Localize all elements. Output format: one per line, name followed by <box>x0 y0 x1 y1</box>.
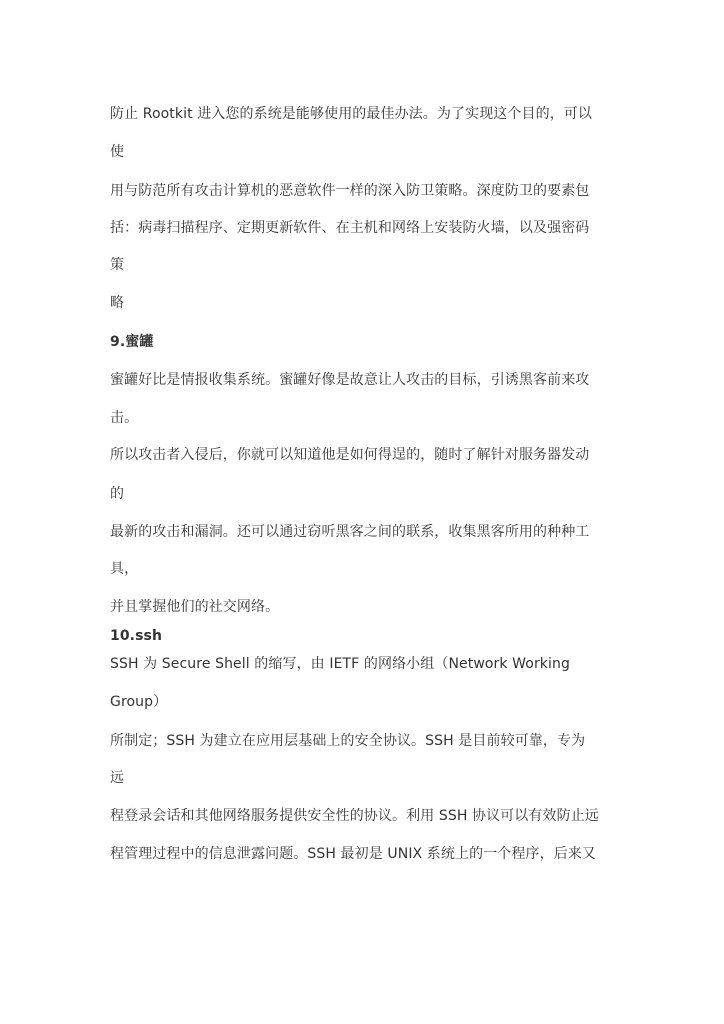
paragraph-line: 程登录会话和其他网络服务提供安全性的协议。利用 SSH 协议可以有效防止远 <box>110 808 599 824</box>
section-heading-ssh: 10.ssh <box>110 628 163 644</box>
paragraph-line: 最新的攻击和漏洞。还可以通过窃听黑客之间的联系，收集黑客所用的种种工 <box>110 524 590 540</box>
paragraph-line: 用与防范所有攻击计算机的恶意软件一样的深入防卫策略。深度防卫的要素包 <box>110 183 590 199</box>
paragraph-line: 策 <box>110 257 125 273</box>
paragraph-line: 略 <box>110 295 125 311</box>
paragraph-line: 防止 Rootkit 进入您的系统是能够使用的最佳办法。为了实现这个目的，可以 <box>110 106 593 122</box>
paragraph-line: 所以攻击者入侵后，你就可以知道他是如何得逞的，随时了解针对服务器发动 <box>110 447 590 463</box>
paragraph-line: 程管理过程中的信息泄露问题。SSH 最初是 UNIX 系统上的一个程序，后来又 <box>110 846 596 862</box>
paragraph-line: 远 <box>110 770 125 786</box>
paragraph-line: 使 <box>110 144 125 160</box>
paragraph-line: 并且掌握他们的社交网络。 <box>110 599 280 615</box>
paragraph-line: 具， <box>110 561 139 577</box>
paragraph-line: 所制定；SSH 为建立在应用层基础上的安全协议。SSH 是目前较可靠，专为 <box>110 733 586 749</box>
paragraph-line: Group） <box>110 694 168 710</box>
section-heading-honeypot: 9.蜜罐 <box>110 334 154 350</box>
paragraph-line: 蜜罐好比是情报收集系统。蜜罐好像是故意让人攻击的目标，引诱黑客前来攻 <box>110 372 590 388</box>
paragraph-line: SSH 为 Secure Shell 的缩写，由 IETF 的网络小组（Network Working <box>110 656 570 672</box>
paragraph-line: 击。 <box>110 410 139 426</box>
paragraph-line: 括：病毒扫描程序、定期更新软件、在主机和网络上安装防火墙，以及强密码 <box>110 220 590 236</box>
paragraph-line: 的 <box>110 486 125 502</box>
